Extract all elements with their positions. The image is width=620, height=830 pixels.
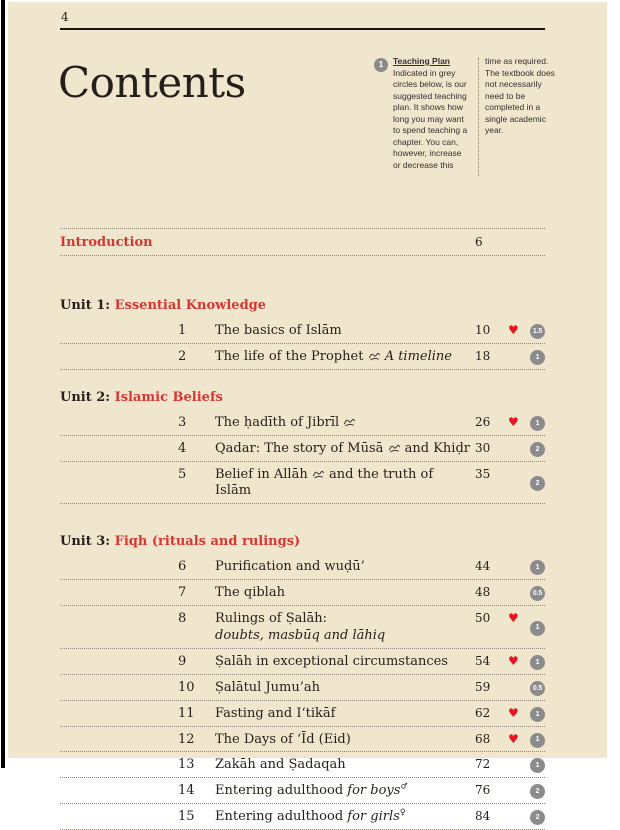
heart-icon: ♥: [508, 653, 519, 668]
chapter-page-number: 72: [475, 757, 491, 772]
chapter-number: 14: [178, 783, 195, 799]
chapter-number: 9: [178, 653, 187, 669]
chapter-number: 11: [178, 705, 195, 721]
chapter-title: [215, 654, 470, 671]
female-symbol: ♀: [399, 807, 406, 817]
chapter-number: 6: [178, 559, 187, 575]
teaching-plan-badge: 0.5: [530, 586, 545, 601]
unit-heading: [60, 534, 545, 549]
title-text: A timeline: [384, 348, 452, 364]
swt-honorific-icon: [312, 469, 325, 479]
toc-row: [60, 752, 545, 778]
chapter-page-number: 76: [475, 783, 491, 798]
introduction-page-number: 6: [475, 235, 483, 249]
chapter-title: [215, 732, 470, 749]
title-text: Entering adulthood: [215, 809, 348, 825]
as-honorific-icon: [343, 417, 356, 427]
table-of-contents: [60, 228, 545, 830]
plan-cell: [530, 707, 545, 722]
plan-cell: [530, 681, 545, 696]
chapter-number: 13: [178, 757, 195, 773]
chapter-page-number: 50: [475, 611, 491, 626]
chapter-title: [215, 757, 470, 774]
chapter-page-number: 84: [475, 809, 491, 824]
chapter-title: [215, 349, 470, 366]
teaching-plan-badge: 1: [530, 621, 545, 636]
teaching-plan-badge: 2: [530, 476, 545, 491]
title-text: Rulings of Ṣalāh:: [215, 611, 328, 627]
heart-icon: ♥: [508, 705, 519, 720]
title-text: and the truth of Islām: [215, 466, 434, 499]
toc-row: [60, 701, 545, 727]
plan-cell: [530, 476, 545, 491]
chapter-title: [215, 467, 470, 501]
toc-row: [60, 804, 545, 830]
title-text: The qiblah: [215, 585, 285, 601]
teaching-plan-badge-icon: 1: [374, 58, 388, 72]
heart-icon: ♥: [508, 323, 519, 337]
toc-row: [60, 344, 545, 370]
chapter-title: [215, 611, 470, 645]
teaching-plan-badge: 2: [530, 442, 545, 457]
introduction-row: [60, 228, 545, 256]
plan-cell: [530, 350, 545, 365]
plan-cell: [530, 442, 545, 457]
chapter-number: 4: [178, 440, 187, 456]
plan-cell: [530, 733, 545, 748]
scan-edge: [1, 0, 5, 768]
plan-cell: [530, 621, 545, 636]
chapter-number: 10: [178, 679, 195, 695]
title-text: Qadar: The story of Mūsā: [215, 440, 388, 456]
teaching-plan-badge: 1: [530, 707, 545, 722]
chapter-title: [215, 706, 470, 723]
male-symbol: ♂: [400, 782, 408, 792]
toc-row: [60, 318, 545, 344]
note-body-1: Indicated in grey circles below, is our suggested teaching plan. It shows how long you may want to spend teaching a chapter. You can, however, increase or decrease this: [393, 67, 468, 170]
plan-cell: [530, 416, 545, 431]
chapter-title: [215, 323, 470, 340]
plan-cell: [530, 324, 545, 339]
title-text: Entering adulthood: [215, 783, 348, 799]
teaching-plan-badge: 1: [530, 758, 545, 773]
unit-section: [60, 298, 545, 370]
chapter-page-number: 18: [475, 348, 491, 363]
unit-label: Unit 1:: [60, 298, 115, 313]
chapter-number: 12: [178, 731, 195, 747]
chapter-number: 7: [178, 585, 187, 601]
unit-name: Essential Knowledge: [114, 298, 267, 313]
title-text: Ṣalātul Jumu’ah: [215, 679, 320, 695]
teaching-plan-badge: 2: [530, 810, 545, 825]
book-page: [8, 2, 607, 825]
toc-row: [60, 436, 545, 462]
unit-name: Fiqh (rituals and rulings): [114, 534, 301, 550]
plan-cell: [530, 810, 545, 825]
chapter-page-number: 26: [475, 414, 491, 429]
title-text: The basics of Islām: [215, 323, 342, 338]
note-divider: [478, 58, 479, 176]
saw-honorific-icon: [368, 351, 381, 361]
chapter-page-number: 35: [475, 466, 491, 481]
title-text: and Khiḍr: [400, 440, 470, 456]
chapter-number: 3: [178, 414, 187, 430]
chapter-page-number: 10: [475, 323, 491, 337]
teaching-plan-badge: 1: [530, 655, 545, 670]
title-text: The Days of ‘Īd (Eid): [215, 731, 351, 747]
chapter-page-number: 48: [475, 585, 491, 600]
chapter-title: [215, 585, 470, 602]
toc-row: [60, 606, 545, 649]
title-text: Ṣalāh in exceptional circumstances: [215, 653, 448, 669]
teaching-plan-badge: 1.5: [530, 324, 545, 339]
teaching-plan-badge: 1: [530, 560, 545, 575]
chapter-title: [215, 559, 470, 576]
unit-section: [60, 390, 545, 505]
note-column-2: time as required. The textbook does not necessarily need to be completed in a single academic year.: [485, 56, 555, 135]
title-text: Zakāh and Ṣadaqah: [215, 757, 346, 773]
unit-heading: [60, 298, 545, 313]
toc-row: [60, 410, 545, 436]
heart-icon: ♥: [508, 611, 519, 626]
teaching-plan-badge: 1: [530, 350, 545, 365]
title-text: Fasting and I‘tikāf: [215, 705, 336, 721]
unit-label: Unit 2:: [60, 389, 115, 405]
chapter-page-number: 54: [475, 653, 491, 668]
unit-name: Islamic Beliefs: [114, 389, 223, 405]
teaching-plan-badge: 2: [530, 784, 545, 799]
plan-cell: [530, 784, 545, 799]
title-text: The life of the Prophet: [215, 348, 368, 364]
chapter-title: [215, 415, 470, 432]
heart-icon: ♥: [508, 731, 519, 746]
toc-row: [60, 554, 545, 580]
note-heading: Teaching Plan: [393, 56, 450, 66]
toc-row: [60, 462, 545, 505]
note-column-1: [393, 56, 471, 171]
chapter-page-number: 59: [475, 679, 491, 694]
chapter-page-number: 68: [475, 731, 491, 746]
introduction-label: Introduction: [60, 235, 153, 250]
toc-row: [60, 675, 545, 701]
folio-page-number: 4: [61, 10, 69, 24]
plan-cell: [530, 758, 545, 773]
toc-row: [60, 727, 545, 753]
chapter-page-number: 30: [475, 440, 491, 455]
unit-section: [60, 534, 545, 830]
toc-units: [60, 298, 545, 830]
header-rule: [60, 28, 545, 30]
chapter-number: 2: [178, 348, 187, 364]
chapter-number: 1: [178, 323, 187, 338]
chapter-number: 15: [178, 809, 195, 825]
title-text: Purification and wuḍū’: [215, 559, 365, 575]
chapter-number: 8: [178, 611, 187, 627]
plan-cell: [530, 560, 545, 575]
teaching-plan-badge: 1: [530, 416, 545, 431]
plan-cell: [530, 586, 545, 601]
title-text: for girls: [347, 809, 400, 825]
chapter-title: [215, 783, 470, 800]
as-honorific-icon: [388, 443, 401, 453]
unit-label: Unit 3:: [60, 534, 115, 550]
teaching-plan-badge: 1: [530, 733, 545, 748]
chapter-title: [215, 809, 470, 826]
title-text: The ḥadīth of Jibrīl: [215, 414, 344, 430]
chapter-page-number: 62: [475, 705, 491, 720]
chapter-title: [215, 680, 470, 697]
chapter-page-number: 44: [475, 559, 491, 574]
title-text: doubts, masbūq and lāhiq: [215, 628, 386, 644]
page-title: Contents: [58, 58, 246, 108]
plan-cell: [530, 655, 545, 670]
title-text: Belief in Allāh: [215, 466, 312, 482]
toc-row: [60, 580, 545, 606]
teaching-plan-badge: 0.5: [530, 681, 545, 696]
chapter-number: 5: [178, 466, 187, 482]
chapter-title: [215, 441, 470, 458]
heart-icon: ♥: [508, 414, 519, 429]
unit-heading: [60, 390, 545, 405]
title-text: for boys: [347, 783, 401, 799]
toc-row: [60, 649, 545, 675]
toc-row: [60, 778, 545, 804]
